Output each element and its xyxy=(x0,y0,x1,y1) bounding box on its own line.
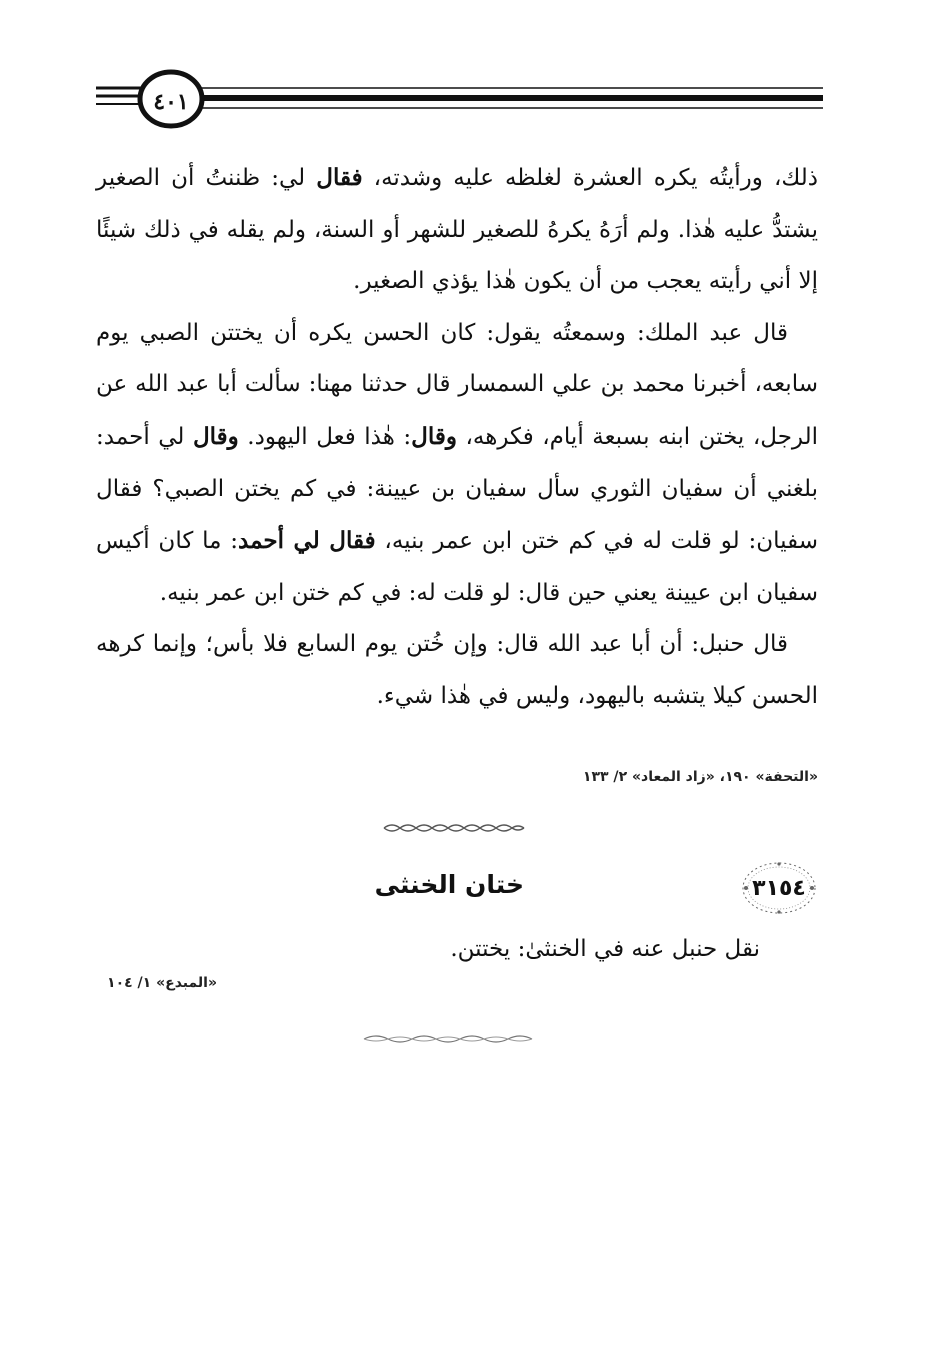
section-body xyxy=(96,924,818,975)
text-segment: قال عبد الملك: وسمعتُه يقول: كان الحسن يكره أن يختتن الصبي يوم سابعه، أخبرنا محمد بن علي السمسار قال حدثنا مهنا: سألت أبا عبد الله عن الرجل، يختن ابنه بسبعة أيام، فكرهه، xyxy=(96,319,819,450)
paragraph xyxy=(96,308,818,620)
section-paragraph: نقل حنبل عنه في الخنثىٰ: يختتن. xyxy=(450,936,760,962)
text-segment: لي: ظننتُ أن الصغير يشتدُّ عليه هٰذا. ولم أرَهُ يكرهُ للصغير للشهر أو السنة، ولم يقله في ذلك شيئًا إلا أني رأيته يعجب من أن يكون هٰذا يؤذي الصغير. xyxy=(96,165,818,295)
text-segment: لي أحمد: بلغني أن سفيان الثوري سأل سفيان بن عيينة: في كم يختن الصبي؟ فقال سفيان: لو قلت له في كم ختن ابن عمر بنيه، xyxy=(96,423,818,555)
citation-footnote: «التحفة» ١٩٠، «زاد المعاد» ٢/ ١٣٣ xyxy=(582,769,818,785)
bold-keyword: وقال xyxy=(411,422,457,450)
issue-number-badge xyxy=(740,860,818,916)
section-title: ختان الخنثى xyxy=(374,870,524,899)
bold-keyword: فقال لي أحمد xyxy=(238,527,376,555)
issue-number: ٣١٥٤ xyxy=(752,875,806,901)
text-segment: قال حنبل: أن أبا عبد الله قال: وإن خُتن يوم السابع فلا بأس؛ وإنما كرهه الحسن كيلا يتشبه باليهود، وليس في هٰذا شيء. xyxy=(96,631,818,709)
text-segment: : هٰذا فعل اليهود. xyxy=(238,423,412,450)
section-heading xyxy=(96,860,818,916)
paragraph xyxy=(96,619,818,722)
citation-footnote-2: «المبدع» ١/ ١٠٤ xyxy=(107,975,217,991)
page-number: ٤٠١ xyxy=(153,89,189,115)
page-header xyxy=(96,66,823,136)
paragraph xyxy=(96,152,818,308)
text-segment: : ما كان أكيس سفيان ابن عيينة يعني حين قال: لو قلت له: في كم ختن ابن عمر بنيه. xyxy=(96,528,818,606)
main-text xyxy=(96,152,818,723)
bold-keyword: فقال xyxy=(316,164,363,191)
separator-ornament xyxy=(382,822,526,834)
separator-ornament-bottom xyxy=(362,1032,534,1044)
text-segment: ذلك، ورأيتُه يكره العشرة لغلظه عليه وشدته، xyxy=(362,165,818,191)
bold-keyword: وقال xyxy=(192,422,239,450)
